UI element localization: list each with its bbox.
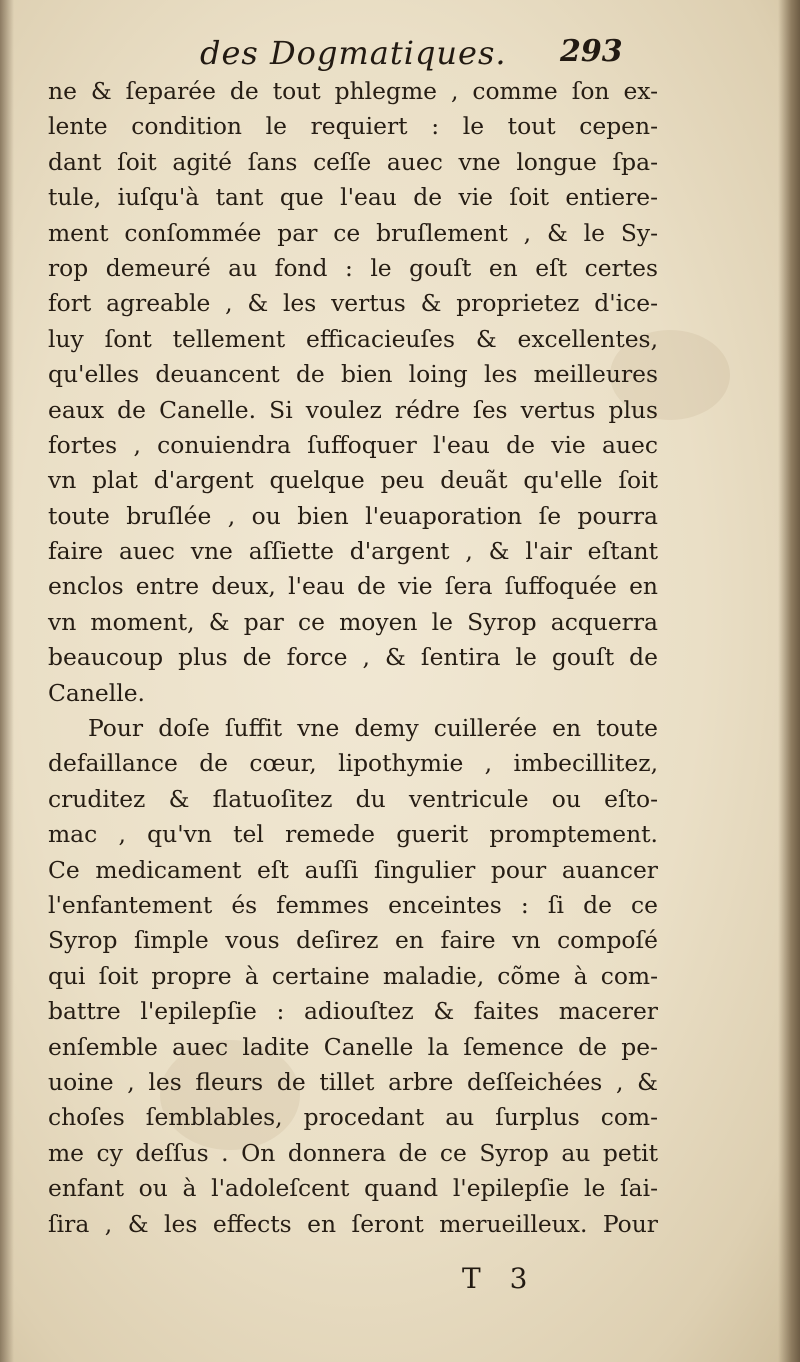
running-title: des Dogmatiques. <box>200 34 507 72</box>
text-line: qui ſoit propre à certaine maladie, cõme à com- <box>48 961 658 990</box>
text-line: vn moment, & par ce moyen le Syrop acquerra <box>48 607 658 636</box>
text-line: Syrop ſimple vous deſirez en faire vn compoſé <box>48 926 658 955</box>
signature-mark: T 3 <box>462 1262 538 1295</box>
text-line: beaucoup plus de force , & ſentira le gouſt de <box>48 643 658 672</box>
text-line: fortes , conuiendra ſuffoquer l'eau de vie auec <box>48 430 658 459</box>
text-line: luy ſont tellement efficacieuſes & excellentes, <box>48 324 658 353</box>
text-line: cruditez & flatuoſitez du ventricule ou eſto- <box>48 784 658 813</box>
text-line: enclos entre deux, l'eau de vie ſera ſuffoquée en <box>48 572 658 601</box>
text-line: faire auec vne aſſiette d'argent , & l'air eſtant <box>48 537 658 566</box>
text-line: eaux de Canelle. Si voulez rédre ſes vertus plus <box>48 395 658 424</box>
text-line: lente condition le requiert : le tout cepen- <box>48 112 658 141</box>
text-line: rop demeuré au fond : le gouſt en eſt certes <box>48 253 658 282</box>
text-line: enſemble auec ladite Canelle la ſemence de pe- <box>48 1032 658 1061</box>
text-line: qu'elles deuancent de bien loing les meilleures <box>48 360 658 389</box>
text-line: toute bruſlée , ou bien l'euaporation ſe pourra <box>48 501 658 530</box>
text-line: defaillance de cœur, lipothymie , imbecillitez, <box>48 749 658 778</box>
text-line: battre l'epilepſie : adiouſtez & faites macerer <box>48 997 658 1026</box>
text-line: choſes ſemblables, procedant au ſurplus com- <box>48 1103 658 1132</box>
text-line: ment conſommée par ce bruſlement , & le Sy- <box>48 218 658 247</box>
text-line: vn plat d'argent quelque peu deuãt qu'elle ſoit <box>48 466 658 495</box>
text-line: Canelle. <box>48 678 145 707</box>
paragraph-1 <box>48 74 658 711</box>
text-line: l'enfantement és femmes enceintes : ſi de ce <box>48 890 658 919</box>
page-edge <box>778 0 800 1362</box>
body-text <box>48 74 658 1242</box>
text-line: Ce medicament eſt auſſi ſingulier pour auancer <box>48 855 658 884</box>
text-line: enfant ou à l'adoleſcent quand l'epilepſie le ſai- <box>48 1174 658 1203</box>
text-line: dant ſoit agité ſans ceſſe auec vne longue ſpa- <box>48 147 658 176</box>
text-line: ſira , & les effects en ſeront merueilleux. Pour <box>48 1209 658 1238</box>
text-line: me cy deſſus . On donnera de ce Syrop au petit <box>48 1138 658 1167</box>
text-line: fort agreable , & les vertus & proprietez d'ice- <box>48 289 658 318</box>
paragraph-2 <box>48 711 658 1242</box>
text-line: ne & ſeparée de tout phlegme , comme ſon ex- <box>48 77 658 105</box>
text-line: tule, iuſqu'à tant que l'eau de vie ſoit entiere- <box>48 183 658 212</box>
text-line: Pour doſe ſuffit vne demy cuillerée en toute <box>88 714 658 743</box>
text-line: mac , qu'vn tel remede guerit promptement. <box>48 820 658 849</box>
page-number: 293 <box>560 34 623 69</box>
text-line: uoine , les fleurs de tillet arbre deſſeichées , & <box>48 1067 658 1096</box>
page-gutter-shadow <box>0 0 14 1362</box>
